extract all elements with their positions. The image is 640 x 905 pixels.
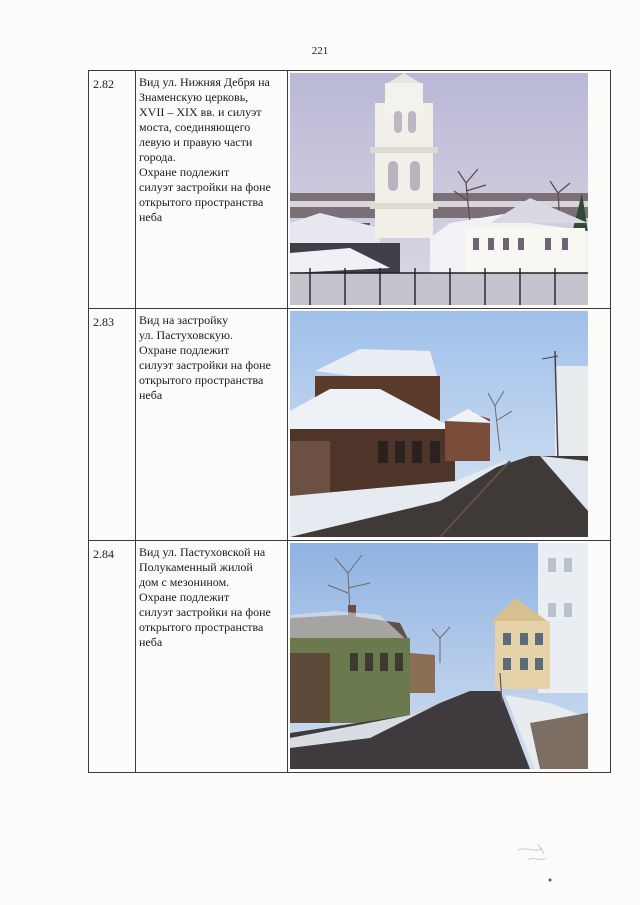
description-line: открытого пространства <box>139 373 264 387</box>
description-line: левую и правую части <box>139 135 253 149</box>
description-line: неба <box>139 635 163 649</box>
description-line: дом с мезонином. <box>139 575 230 589</box>
description-line: Знаменскую церковь, <box>139 90 249 104</box>
description-line: XVII – XIX вв. и силуэт <box>139 105 262 119</box>
description-line: Охране подлежит <box>139 165 230 179</box>
description-line: Охране подлежит <box>139 590 230 604</box>
description-line: города. <box>139 150 176 164</box>
description-line: Охране подлежит <box>139 343 230 357</box>
description-line: открытого пространства <box>139 195 264 209</box>
page-number: 221 <box>311 45 329 57</box>
photo-wooden-houses-street <box>290 311 588 537</box>
photo-cell <box>288 541 611 773</box>
photo-half-stone-house <box>290 543 588 769</box>
description-line: ул. Пастуховскую. <box>139 328 233 342</box>
row-number: 2.82 <box>89 71 136 309</box>
description-line: моста, соединяющего <box>139 120 251 134</box>
row-description <box>136 541 288 773</box>
table-row <box>89 541 611 773</box>
description-line: неба <box>139 210 163 224</box>
row-number: 2.83 <box>89 309 136 541</box>
row-description <box>136 71 288 309</box>
description-line: Вид ул. Нижняя Дебря на <box>139 75 270 89</box>
table-row <box>89 71 611 309</box>
description-line: силуэт застройки на фоне <box>139 605 271 619</box>
photo-cell <box>288 309 611 541</box>
description-line: Вид ул. Пастуховской на <box>139 545 266 559</box>
scan-artifact-mark <box>508 836 568 886</box>
description-line: открытого пространства <box>139 620 264 634</box>
row-description <box>136 309 288 541</box>
description-line: силуэт застройки на фоне <box>139 180 271 194</box>
description-line: Вид на застройку <box>139 313 229 327</box>
description-line: силуэт застройки на фоне <box>139 358 271 372</box>
photo-church-bell-tower <box>290 73 588 305</box>
photo-cell <box>288 71 611 309</box>
table-row <box>89 309 611 541</box>
row-number: 2.84 <box>89 541 136 773</box>
description-line: неба <box>139 388 163 402</box>
description-line: Полукаменный жилой <box>139 560 253 574</box>
monument-register-table <box>88 70 611 773</box>
